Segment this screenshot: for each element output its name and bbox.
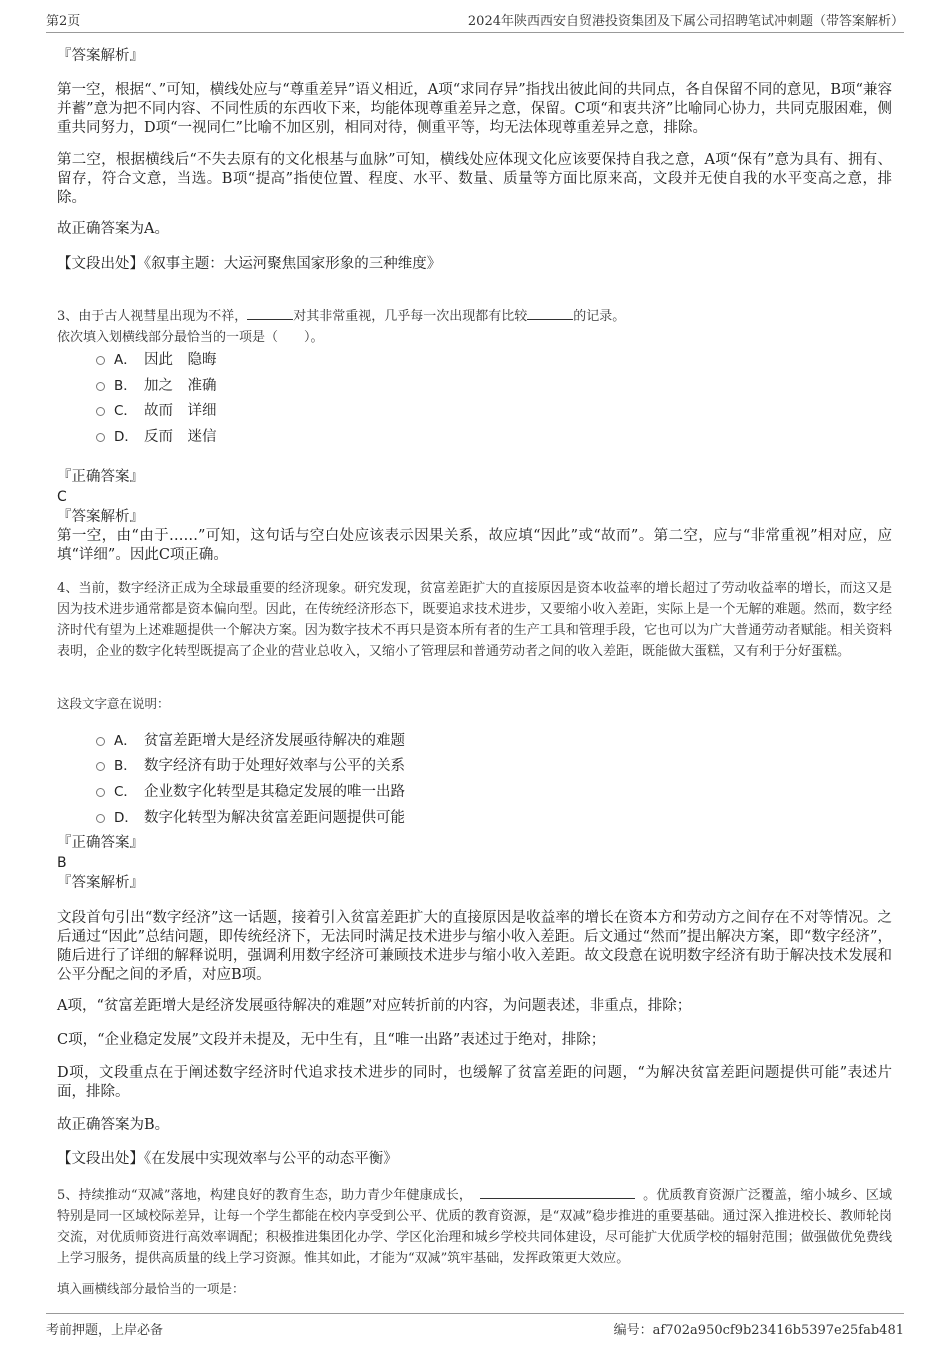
q2-analysis — [57, 46, 892, 66]
analysis-tag: 『答案解析』 — [57, 875, 144, 891]
q4-option-b[interactable] — [96, 753, 405, 775]
option-letter: B． — [114, 378, 137, 394]
q4-stem-wrap — [57, 578, 892, 662]
q4-analysis-4: D项，文段重点在于阐述数字经济时代追求技术进步的同时，也缓解了贫富差距的问题，“为解决贫富差距问题提供可能”表述片面，排除。 — [57, 1065, 892, 1100]
q3-analysis: 第一空，由“由于……”可知，这句话与空白处应该表示因果关系，故应填“因此”或“故而”。第二空，应与“非常重视”相对应，应填“详细”。因此C项正确。 — [57, 528, 892, 563]
option-text: 加之 准确 — [144, 377, 217, 394]
answer-tag: 『正确答案』 — [57, 835, 144, 851]
q4-analysis-2: A项，“贫富差距增大是经济发展亟待解决的难题”对应转折前的内容，为问题表述，非重点，排除； — [57, 998, 692, 1014]
q5-stem-b: 。优质教育资源广泛覆盖，缩小城乡、区域特别是同一区域校际差异，让每一个学生都能在校内享受到公平、优质的教育资源，是“双减”稳步推进的重要基础。通过深入推进校长、教师轮岗交流，对优质师资进行高效率调配；积极推进集团化办学、学区化治理和城乡学校共同体建设，尽可能扩大优质学校的辐射范围；做强做优免费线上学习服务，提供高质量的线上学习资源。惟其如此，才能为“双减”筑牢基础，发挥政策更大效应。 — [57, 1188, 892, 1266]
q4-analysis-3-wrap — [57, 1031, 892, 1050]
q2-conclusion: 故正确答案为A。 — [57, 221, 169, 237]
page-number: 第2页 — [46, 14, 81, 29]
q5-prompt-wrap — [57, 1279, 892, 1297]
radio-icon[interactable] — [96, 788, 105, 797]
q3-prompt: 依次填入划横线部分最恰当的一项是（ ）。 — [57, 330, 324, 345]
q5-prompt: 填入画横线部分最恰当的一项是： — [57, 1281, 245, 1296]
option-text: 数字化转型为解决贫富差距问题提供可能 — [144, 809, 405, 826]
page-header — [46, 10, 904, 33]
q3-answer: C — [57, 489, 67, 505]
q3-blank-2 — [527, 307, 573, 320]
option-text: 数字经济有助于处理好效率与公平的关系 — [144, 757, 405, 774]
option-text: 企业数字化转型是其稳定发展的唯一出路 — [144, 783, 405, 800]
q4-stem: 4、当前，数字经济正成为全球最重要的经济现象。研究发现，贫富差距扩大的直接原因是资本收益率的增长超过了劳动收益率的增长，而这又是因为技术进步通常都是资本偏向型。因此，在传统经济形态下，既要追求技术进步，又要缩小收入差距，实际上是一个无解的难题。然而，数字经济时代有望为上述难题提供一个解决方案。因为数字技术不再只是资本所有者的生产工具和管理手段，它也可以为广大普通劳动者赋能。相关资料表明，企业的数字化转型既提高了企业的营业总收入，又缩小了管理层和普通劳动者之间的收入差距，既能做大蛋糕，又有利于分好蛋糕。 — [57, 581, 892, 659]
q3-option-d[interactable] — [96, 424, 217, 446]
q5-stem — [57, 1185, 892, 1269]
q4-source-wrap — [57, 1150, 892, 1169]
page-footer — [46, 1313, 904, 1338]
document-title: 2024年陕西西安自贸港投资集团及下属公司招聘笔试冲刺题（带答案解析） — [467, 14, 904, 29]
q2-analysis-p1: 第一空，根据“、”可知，横线处应与“尊重差异”语义相近，A项“求同存异”指找出彼此间的共同点，各自保留不同的意见，B项“兼容并蓄”意为把不同内容、不同性质的东西收下来，均能体现尊重差异之意，保留。C项“和衷共济”比喻同心协力，共同克服困难，侧重共同努力，D项“一视同仁”比喻不加区别，相同对待，侧重平等，均无法体现尊重差异之意，排除。 — [57, 82, 892, 136]
q3-stem-b: 对其非常重视，几乎每一次出现都有比较 — [293, 309, 528, 324]
radio-icon[interactable] — [96, 407, 105, 416]
q3-answer-block — [57, 467, 892, 565]
q5-stem-a: 5、持续推动“双减”落地，构建良好的教育生态，助力青少年健康成长， — [57, 1188, 472, 1203]
radio-icon[interactable] — [96, 382, 105, 391]
q4-analysis-2-wrap — [57, 997, 892, 1016]
q4-analysis-4-wrap — [57, 1064, 892, 1102]
q2-conclusion-wrap — [57, 220, 892, 239]
analysis-tag: 『答案解析』 — [57, 48, 144, 64]
q4-analysis-1: 文段首句引出“数字经济”这一话题，接着引入贫富差距扩大的直接原因是收益率的增长在资本方和劳动方之间存在不对等情况。之后通过“因此”总结问题，即传统经济下，无法同时满足技术进步与缩小收入差距。后文通过“然而”提出解决方案，即“数字经济”，随后进行了详细的解释说明，强调利用数字经济可兼顾技术进步与缩小收入差距。故文段意在说明数字经济有助于解决技术发展和公平分配之间的矛盾，对应B项。 — [57, 910, 892, 983]
option-letter: B． — [114, 758, 137, 774]
option-text: 故而 详细 — [144, 402, 217, 419]
option-letter: D． — [114, 429, 138, 445]
q4-answer-block — [57, 833, 892, 893]
q4-source: 【文段出处】《在发展中实现效率与公平的动态平衡》 — [57, 1151, 398, 1167]
q2-analysis-p1-wrap — [57, 81, 892, 138]
q4-prompt-wrap — [57, 694, 892, 712]
option-letter: C． — [114, 784, 137, 800]
option-text: 因此 隐晦 — [144, 351, 217, 368]
q3-option-c[interactable] — [96, 398, 217, 420]
q4-analysis-1-wrap — [57, 909, 892, 985]
q3-stem-c: 的记录。 — [573, 309, 626, 324]
radio-icon[interactable] — [96, 762, 105, 771]
q5-blank — [480, 1186, 635, 1199]
q2-source-wrap — [57, 255, 892, 274]
option-text: 反而 迷信 — [144, 428, 217, 445]
q4-conclusion-wrap — [57, 1116, 892, 1135]
answer-tag: 『正确答案』 — [57, 469, 144, 485]
option-text: 贫富差距增大是经济发展亟待解决的难题 — [144, 732, 405, 749]
q2-analysis-p2: 第二空，根据横线后“不失去原有的文化根基与血脉”可知，横线处应体现文化应该要保持自我之意，A项“保有”意为具有、拥有、留存，符合文意，当选。B项“提高”指使位置、程度、水平、数量、质量等方面比原来高，文段并无使自我的水平变高之意，排除。 — [57, 152, 892, 206]
radio-icon[interactable] — [96, 433, 105, 442]
q4-conclusion: 故正确答案为B。 — [57, 1117, 170, 1133]
q4-analysis-3: C项，“企业稳定发展”文段并未提及，无中生有，且“唯一出路”表述过于绝对，排除； — [57, 1032, 606, 1048]
option-letter: D． — [114, 810, 138, 826]
option-letter: C． — [114, 403, 137, 419]
option-letter: A． — [114, 733, 137, 749]
radio-icon[interactable] — [96, 737, 105, 746]
radio-icon[interactable] — [96, 814, 105, 823]
q3-option-b[interactable] — [96, 373, 217, 395]
option-letter: A． — [114, 352, 137, 368]
document-id: 编号：af702a950cf9b23416b5397e25fab481 — [613, 1323, 904, 1338]
q3-stem — [57, 306, 892, 348]
q4-option-c[interactable] — [96, 779, 405, 801]
analysis-tag: 『答案解析』 — [57, 509, 144, 525]
q2-source: 【文段出处】《叙事主题：大运河聚焦国家形象的三种维度》 — [57, 256, 442, 272]
q2-analysis-p2-wrap — [57, 151, 892, 208]
q3-blank-1 — [247, 307, 293, 320]
radio-icon[interactable] — [96, 356, 105, 365]
q4-option-d[interactable] — [96, 805, 405, 827]
footer-slogan: 考前押题，上岸必备 — [46, 1323, 164, 1338]
q4-option-a[interactable] — [96, 728, 405, 750]
q4-prompt: 这段文字意在说明： — [57, 696, 170, 711]
q3-stem-a: 3、由于古人视彗星出现为不祥， — [57, 309, 248, 324]
q4-answer: B — [57, 855, 67, 871]
q3-option-a[interactable] — [96, 347, 217, 369]
